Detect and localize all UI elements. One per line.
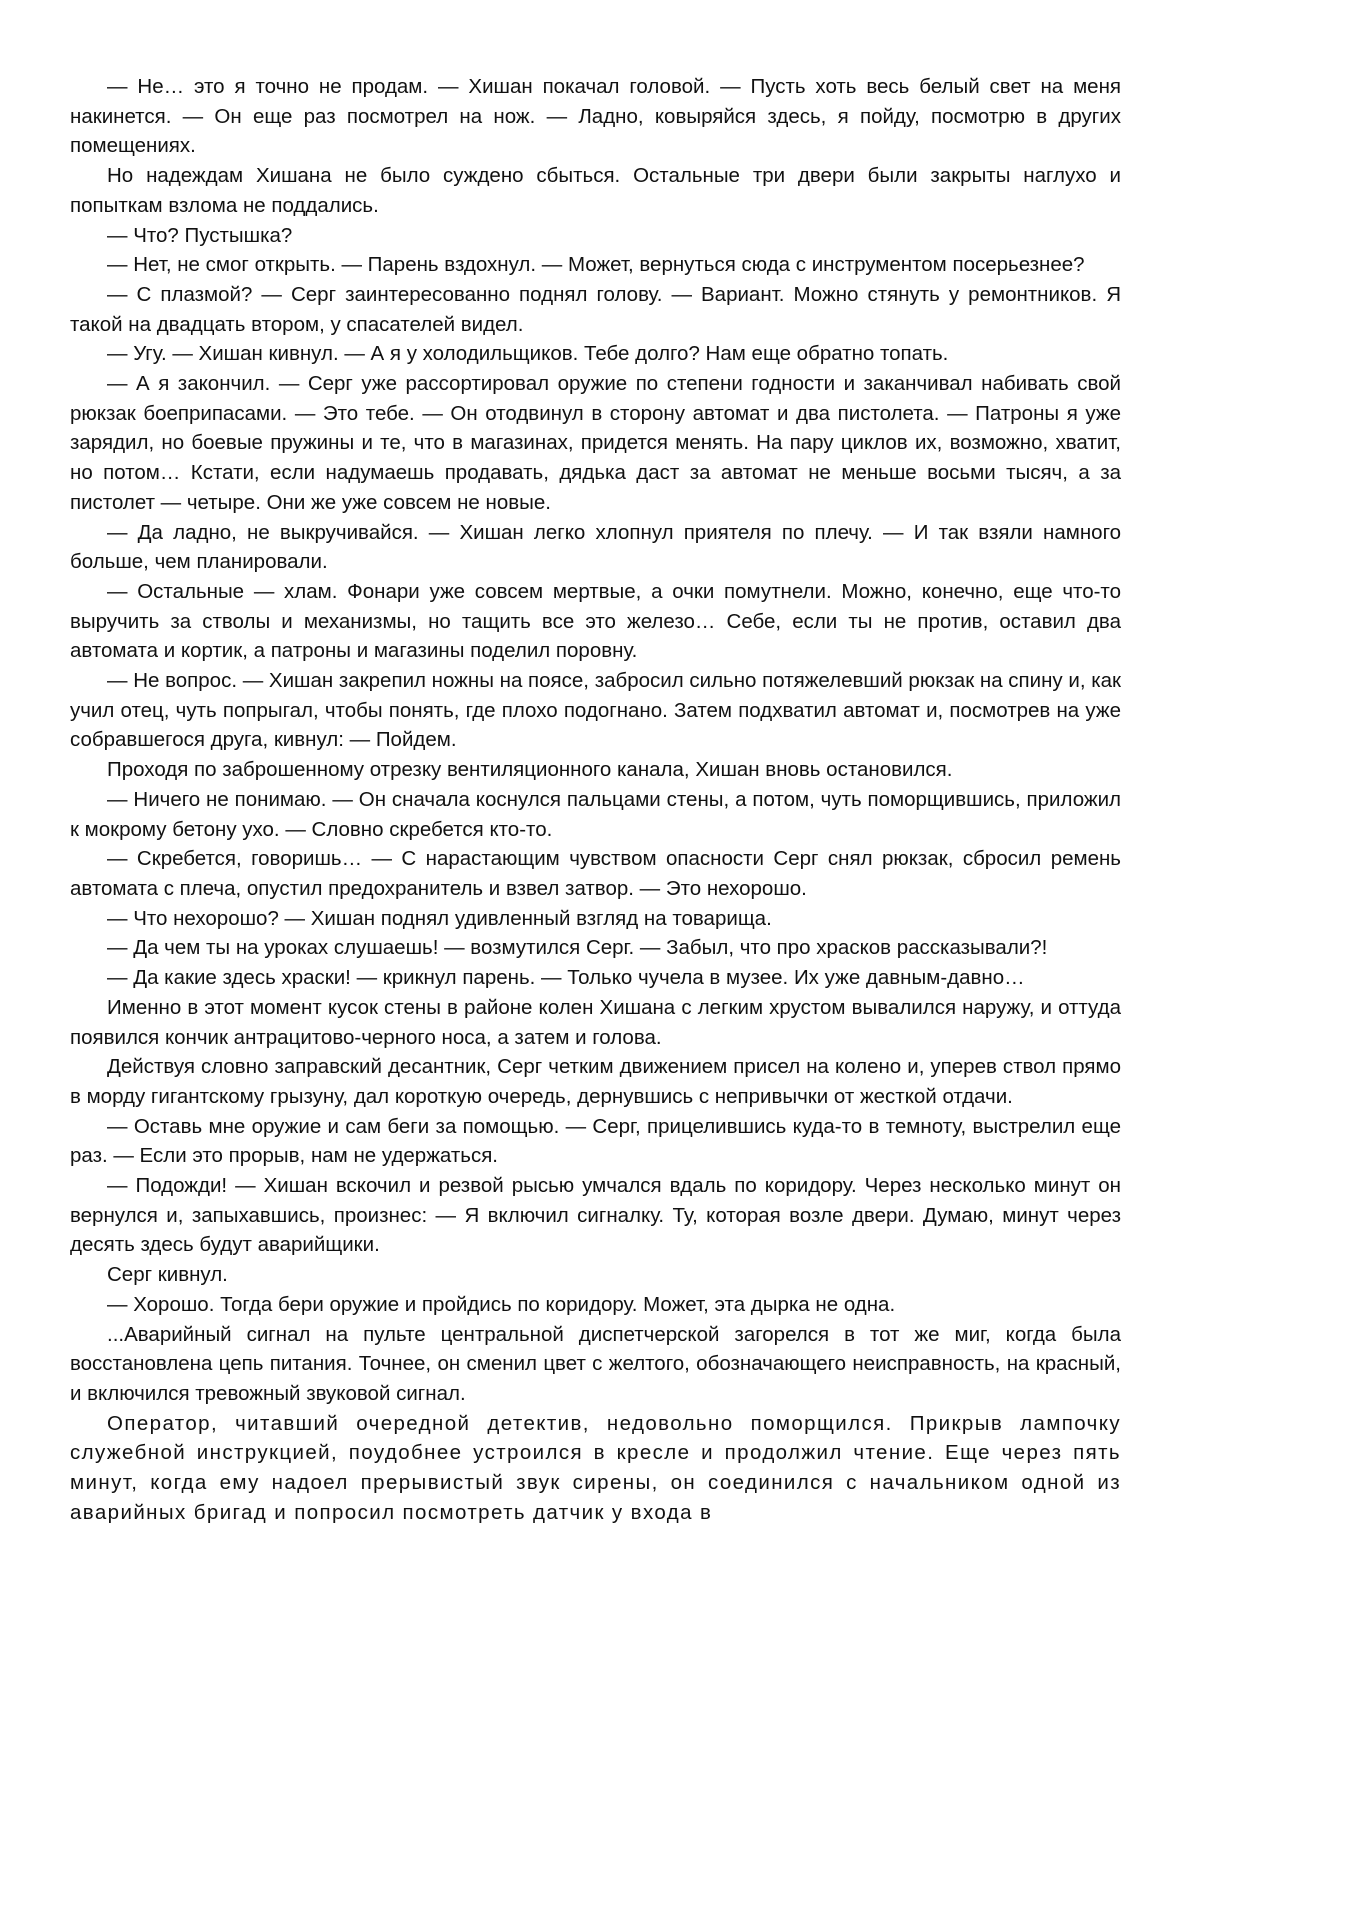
paragraph: Именно в этот момент кусок стены в районе колен Хишана с легким хрустом вывалился наружу, и оттуда появился кончик антрацитово-черного носа, а затем и голова. bbox=[70, 995, 1121, 1049]
paragraph: Но надеждам Хишана не было суждено сбыться. Остальные три двери были закрыты наглухо и попыткам взлома не поддались. bbox=[70, 164, 1121, 217]
document-page bbox=[70, 72, 1121, 1527]
paragraph: — Нет, не смог открыть. — Парень вздохнул. — Может, вернуться сюда с инструментом посерьезнее? bbox=[107, 253, 1085, 277]
paragraph: — Что нехорошо? — Хишан поднял удивленный взгляд на товарища. bbox=[107, 906, 772, 930]
paragraph: — Ничего не понимаю. — Он сначала коснулся пальцами стены, а потом, чуть поморщившись, приложил к мокрому бетону ухо. — Словно скребется кто-то. bbox=[70, 787, 1121, 841]
paragraph: Действуя словно заправский десантник, Серг четким движением присел на колено и, уперев ствол прямо в морду гигантскому грызуну, дал короткую очередь, дернувшись с непривычки от жесткой отдачи. bbox=[70, 1055, 1121, 1108]
paragraph: — Скребется, говоришь… — С нарастающим чувством опасности Серг снял рюкзак, сбросил ремень автомата с плеча, опустил предохранитель и взвел затвор. — Это нехорошо. bbox=[70, 847, 1121, 900]
paragraph: — Да какие здесь храски! — крикнул парень. — Только чучела в музее. Их уже давным-давно… bbox=[107, 966, 1025, 990]
paragraph: — Не… это я точно не продам. — Хишан покачал головой. — Пусть хоть весь белый свет на меня накинется. — Он еще раз посмотрел на нож. — Ладно, ковыряйся здесь, я пойду, посмотрю в других помещениях. bbox=[70, 75, 1121, 158]
paragraph: — Хорошо. Тогда бери оружие и пройдись по коридору. Может, эта дырка не одна. bbox=[107, 1292, 896, 1316]
paragraph: — С плазмой? — Серг заинтересованно поднял голову. — Вариант. Можно стянуть у ремонтников. Я такой на двадцать втором, у спасателей видел. bbox=[70, 282, 1121, 336]
paragraph: — Оставь мне оружие и сам беги за помощью. — Серг, прицелившись куда-то в темноту, выстрелил еще раз. — Если это прорыв, нам не удержаться. bbox=[70, 1114, 1121, 1168]
paragraph: ...Аварийный сигнал на пульте центральной диспетчерской загорелся в тот же миг, когда была восстановлена цепь питания. Точнее, он сменил цвет с желтого, обозначающего неисправность, на красный, и включился тревожный звуковой сигнал. bbox=[70, 1322, 1121, 1405]
paragraph: — Подожди! — Хишан вскочил и резвой рысью умчался вдаль по коридору. Через несколько минут он вернулся и, запыхавшись, произнес: — Я включил сигналку. Ту, которая возле двери. Думаю, минут через десять здесь будут аварийщики. bbox=[70, 1174, 1121, 1257]
paragraph: — Что? Пустышка? bbox=[107, 223, 293, 247]
paragraph: — Да чем ты на уроках слушаешь! — возмутился Серг. — Забыл, что про храсков рассказывали?! bbox=[107, 936, 1048, 960]
paragraph: — Да ладно, не выкручивайся. — Хишан легко хлопнул приятеля по плечу. — И так взяли намного больше, чем планировали. bbox=[70, 520, 1121, 574]
paragraph: Проходя по заброшенному отрезку вентиляционного канала, Хишан вновь остановился. bbox=[107, 758, 953, 782]
paragraph: Оператор, читавший очередной детектив, недовольно поморщился. Прикрыв лампочку служебной инструкцией, поудобнее устроился в кресле и продолжил чтение. Еще через пять минут, когда ему надоел прерывистый звук сирены, он соединился с начальником одной из аварийных бригад и попросил посмотреть датчик у входа в bbox=[70, 1411, 1121, 1524]
paragraph: — Остальные — хлам. Фонари уже совсем мертвые, а очки помутнели. Можно, конечно, еще что-то выручить за стволы и механизмы, но тащить все это железо… Себе, если ты не против, оставил два автомата и кортик, а патроны и магазины поделил поровну. bbox=[70, 579, 1121, 663]
paragraph: — А я закончил. — Серг уже рассортировал оружие по степени годности и заканчивал набивать свой рюкзак боеприпасами. — Это тебе. — Он отодвинул в сторону автомат и два пистолета. — Патроны я уже зарядил, но боевые пружины и те, что в магазинах, придется менять. На пару циклов их, возможно, хватит, но потом… Кстати, если надумаешь продавать, дядька даст за автомат не меньше восьми тысяч, а за пистолет — четыре. Они же уже совсем не новые. bbox=[70, 372, 1121, 514]
paragraph: — Угу. — Хишан кивнул. — А я у холодильщиков. Тебе долго? Нам еще обратно топать. bbox=[107, 342, 949, 366]
paragraph: Серг кивнул. bbox=[107, 1263, 228, 1287]
paragraph: — Не вопрос. — Хишан закрепил ножны на поясе, забросил сильно потяжелевший рюкзак на спину и, как учил отец, чуть попрыгал, чтобы понять, где плохо подогнано. Затем подхватил автомат и, посмотрев на уже собравшегося друга, кивнул: — Пойдем. bbox=[70, 669, 1121, 752]
